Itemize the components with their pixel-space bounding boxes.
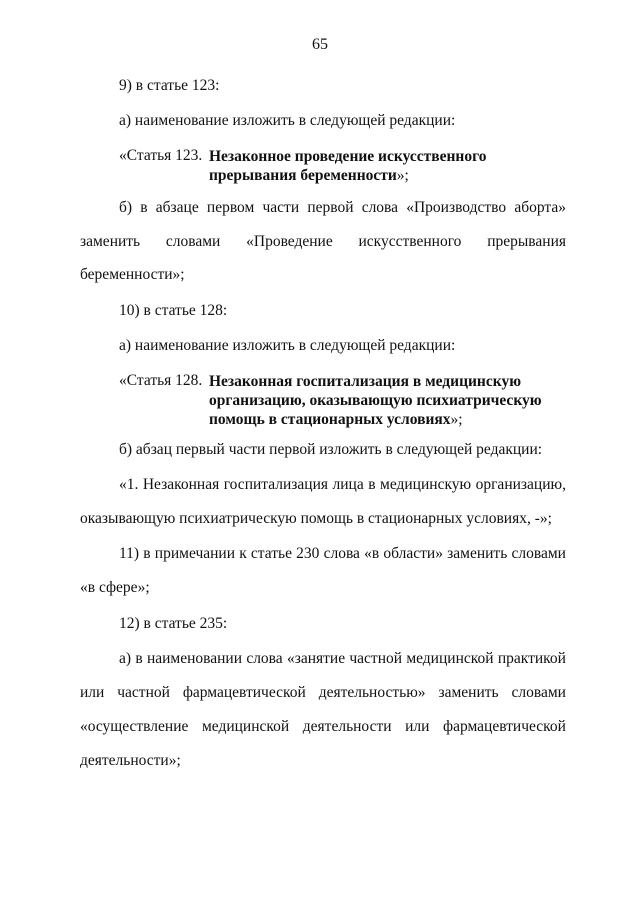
item-12a-line4: деятельности»;	[80, 752, 181, 769]
item-9b-line3: беременности»;	[80, 266, 185, 283]
word: «1.	[119, 476, 139, 493]
article-123-label: «Статья 123.	[119, 147, 203, 164]
word: лица	[332, 476, 364, 493]
word: Незаконная	[142, 476, 220, 493]
word: словами	[511, 545, 566, 562]
word: искусственного	[358, 233, 462, 250]
item-12a-line3	[80, 718, 566, 736]
word: в	[368, 476, 376, 493]
item-12a-line1	[119, 650, 566, 668]
item-10-quote-line2: оказывающую психиатрическую помощь в стационарных условиях, -»;	[80, 510, 552, 527]
word: слова	[323, 545, 360, 562]
item-12: 12) в статье 235:	[119, 615, 228, 632]
word: абзаце	[155, 199, 199, 216]
word: словами	[511, 684, 566, 701]
word: первом	[206, 199, 255, 216]
item-11-line1	[119, 545, 566, 563]
word: деятельности	[302, 718, 392, 735]
word: в	[140, 199, 148, 216]
word: в	[143, 545, 151, 562]
word: медицинской	[201, 718, 290, 735]
word: прерывания	[487, 233, 566, 250]
item-10: 10) в статье 128:	[119, 302, 228, 319]
article-123-title: Незаконное проведение искусственного прерывания беременности»;	[209, 148, 487, 184]
word: в	[135, 650, 143, 667]
word: словами	[165, 233, 221, 250]
word: медицинской	[406, 650, 494, 667]
word: «занятие	[286, 650, 346, 667]
word: к	[239, 545, 247, 562]
word: фармацевтической	[443, 718, 566, 735]
word: а)	[119, 650, 132, 667]
word: заменить	[80, 233, 141, 250]
word: б)	[119, 199, 133, 216]
item-12a-line2	[80, 684, 566, 702]
word: слова	[246, 650, 283, 667]
item-9a: а) наименование изложить в следующей редакции:	[119, 112, 456, 129]
word: фармацевтической	[182, 684, 306, 701]
item-9b-line1	[119, 199, 566, 217]
word: слова	[361, 199, 399, 216]
word: организацию,	[475, 476, 566, 493]
word: части	[262, 199, 300, 216]
word: практикой	[497, 650, 566, 667]
word: «осуществление	[80, 718, 189, 735]
word: области»	[383, 545, 443, 562]
word: медицинскую	[380, 476, 472, 493]
word: «Проведение	[246, 233, 333, 250]
word: госпитализация	[223, 476, 329, 493]
word: «Производство	[406, 199, 507, 216]
word: или	[80, 684, 105, 701]
word: заменить	[447, 545, 508, 562]
word: наименовании	[146, 650, 243, 667]
word: заменить	[438, 684, 499, 701]
word: примечании	[154, 545, 235, 562]
word: или	[405, 718, 430, 735]
item-10b: б) абзац первый части первой изложить в следующей редакции:	[119, 441, 543, 458]
item-9: 9) в статье 123:	[119, 77, 220, 94]
page-number: 65	[312, 36, 328, 53]
word: деятельностью»	[318, 684, 426, 701]
item-11-line2: «в сфере»;	[80, 579, 150, 596]
item-10a: а) наименование изложить в следующей редакции:	[119, 337, 456, 354]
word: частной	[117, 684, 170, 701]
item-10-quote-line1	[119, 476, 566, 494]
word: 230	[296, 545, 320, 562]
word: статье	[250, 545, 292, 562]
article-128-label: «Статья 128.	[119, 372, 203, 389]
word: частной	[349, 650, 403, 667]
word: 11)	[119, 545, 140, 562]
word: аборта»	[514, 199, 566, 216]
word: «в	[364, 545, 380, 562]
article-128-title: Незаконная госпитализация в медицинскую организацию, оказывающую психиатрическую помощь в стационарных условиях»;	[209, 373, 542, 428]
item-9b-line2	[80, 233, 566, 251]
word: первой	[307, 199, 354, 216]
